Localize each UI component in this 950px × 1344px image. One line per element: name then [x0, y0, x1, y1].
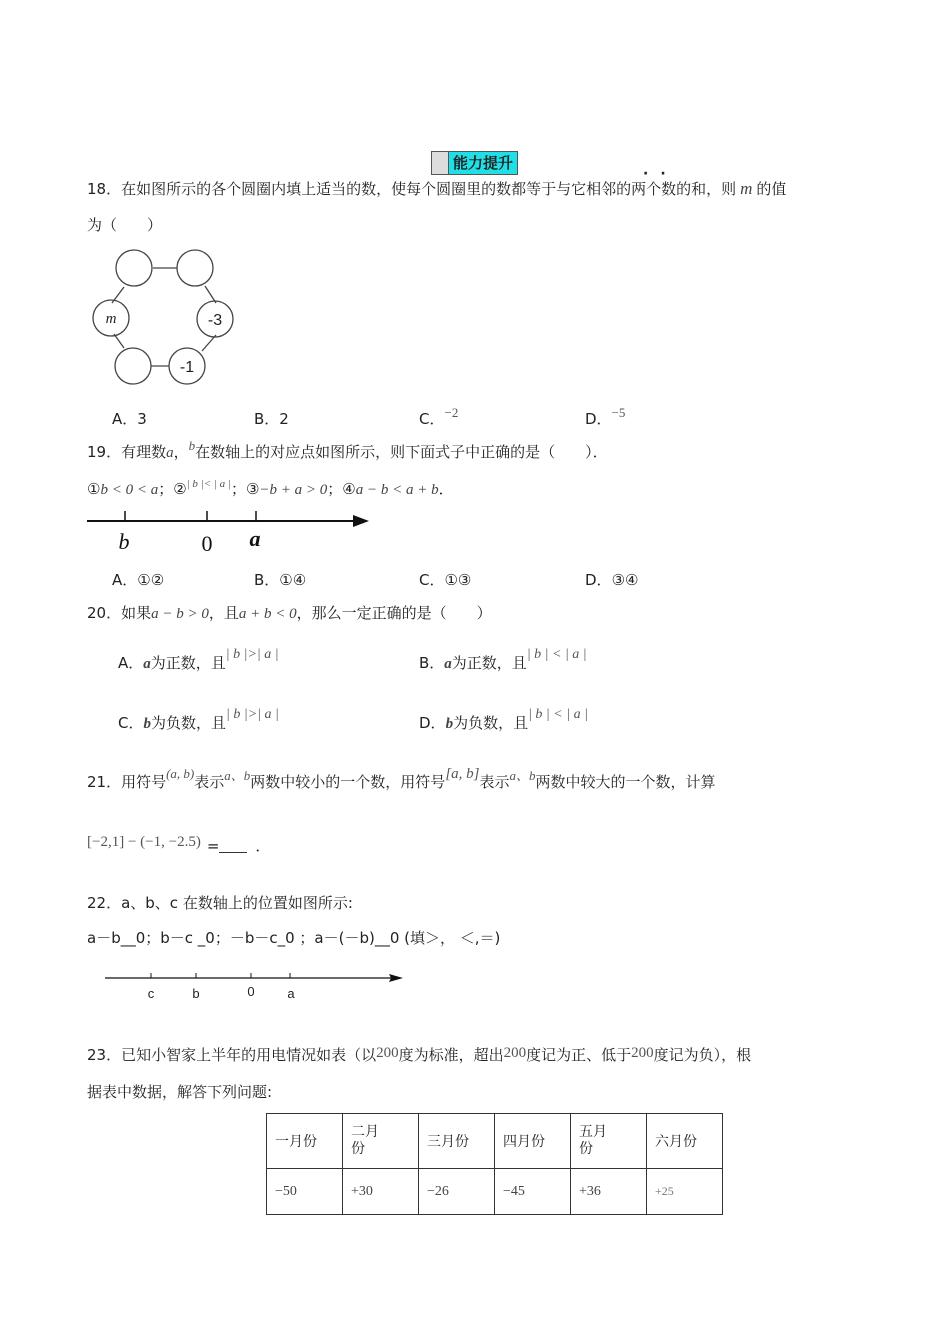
q19-number-line: [87, 505, 377, 560]
table-header-cell: 四月份: [495, 1114, 571, 1169]
q20-text: 20．如果a − b > 0，且a + b < 0，那么一定正确的是（ ）: [87, 604, 492, 622]
q19-option-a: A．①②: [112, 571, 165, 589]
q19-statement-1: b < 0 < a: [100, 482, 159, 498]
q18-text-post: 的值: [756, 180, 787, 198]
q19-option-c: C．①③: [419, 571, 472, 589]
q21-ab-1: a、b: [224, 768, 251, 783]
q18-line2: 为（ ）: [87, 216, 163, 234]
q21-expr: [−2,1] − (−1, −2.5): [87, 834, 201, 850]
q19-text: 19．有理数a，b在数轴上的对应点如图所示，则下面式子中正确的是（ ）．: [87, 438, 608, 461]
q19-statement-2: | b |< | a |: [186, 478, 231, 490]
table-header-cell: 六月份: [647, 1114, 723, 1169]
q22-axis-label-a: a: [287, 986, 295, 1001]
q19-statement-3: −b + a > 0: [259, 482, 328, 498]
q22-axis-label-c: c: [147, 986, 155, 1001]
q22-number-line: [105, 965, 410, 1005]
table-row: [267, 1169, 723, 1215]
q19-var-b: b: [188, 438, 196, 453]
q18-var-m: m: [740, 179, 753, 198]
q18-option-b: B．2: [254, 410, 289, 428]
section-title: 能力提升: [449, 152, 517, 174]
q18-text: [87, 178, 786, 199]
q22-blanks-line: a－b__0；b－c _0；－b－c_0 ；a－(－b)__0 (填＞， ＜,＝): [87, 929, 501, 947]
q20-condition-2: a + b < 0: [238, 606, 297, 622]
q19-option-b: B．①④: [254, 571, 307, 589]
q18-option-a: A．3: [112, 410, 147, 428]
q19-option-d: D．③④: [585, 571, 639, 589]
q19-axis-label-a: a: [249, 526, 261, 551]
table-header-cell: 一月份: [267, 1114, 343, 1169]
q18-text-mid: 的两个数的和，则: [616, 180, 737, 198]
q23-line2: 据表中数据，解答下列问题:: [87, 1083, 273, 1101]
q19-axis-label-0: 0: [201, 531, 213, 556]
q19-var-a: a: [166, 445, 174, 461]
table-header-cell: 三月份: [419, 1114, 495, 1169]
q23-text: 23．已知小智家上半年的用电情况如表（以200度为标准，超出200度记为正、低于200度记为负），根: [87, 1045, 752, 1064]
table-header-cell: 二月 份: [343, 1114, 419, 1169]
q18-circle-label-right: -3: [207, 312, 223, 329]
q22-title: 22．a、b、c 在数轴上的位置如图所示:: [87, 894, 353, 912]
table-header-cell: 五月 份: [571, 1114, 647, 1169]
q20-option-a: A．a为正数，且| b |>| a |: [118, 647, 279, 672]
q18-circle-bottom-left: [115, 348, 151, 384]
q18-text-emph: 相邻: [586, 180, 617, 198]
section-header-box: [432, 152, 449, 174]
table-cell: +36: [571, 1169, 647, 1215]
q19-axis-label-b: b: [118, 529, 130, 554]
q19-statements: ①b < 0 < a；②$^{| b |< | a |}$；③−b + a > 0；④a − b < a + b．: [87, 478, 454, 498]
table-cell: −26: [419, 1169, 495, 1215]
q21-ab-2: a、b: [509, 768, 536, 783]
table-cell: −45: [495, 1169, 571, 1215]
emphasis-dots: ··: [643, 166, 678, 182]
q18-circle-top-right: [177, 250, 213, 286]
q18-text-pre: 18．在如图所示的各个圆圈内填上适当的数，使每个圆圈里的数都等于与它: [87, 180, 587, 198]
q22-axis-label-b: b: [192, 986, 200, 1001]
section-header: [431, 151, 518, 175]
q19-axis-arrow: [353, 515, 369, 527]
table-header-row: [267, 1114, 723, 1169]
q18-option-c: C．−2: [419, 405, 459, 428]
q22-axis-label-0: 0: [247, 984, 255, 999]
q18-circle-diagram: [90, 245, 240, 390]
q21-symbol-min: (a, b): [166, 766, 195, 781]
q21-symbol-max: [a, b]: [445, 766, 480, 782]
table-cell: +25: [647, 1169, 723, 1215]
q20-option-b: B．a为正数，且| b | < | a |: [419, 647, 587, 672]
q18-option-d: D．−5: [585, 405, 626, 428]
q23-electricity-table: [266, 1113, 723, 1215]
table-cell: −50: [267, 1169, 343, 1215]
q21-expression: [−2,1] − (−1, −2.5) = ．: [87, 834, 271, 855]
q18-circle-label-bottom-right: -1: [179, 359, 195, 376]
q21-text: 21．用符号(a, b)表示a、b两数中较小的一个数，用符号[a, b]表示a、b两数中较大的一个数，计算: [87, 766, 716, 791]
table-cell: +30: [343, 1169, 419, 1215]
q22-axis-arrow: [389, 974, 403, 982]
q18-circle-top-left: [116, 250, 152, 286]
q20-condition-1: a − b > 0: [151, 606, 209, 622]
q20-option-c: C．b为负数，且| b |>| a |: [118, 707, 279, 732]
q18-circle-label-left: m: [105, 311, 117, 327]
q19-statement-4: a − b < a + b: [355, 482, 439, 498]
q18-edge: [114, 334, 124, 348]
q21-answer-blank: [219, 836, 247, 853]
q20-option-d: D．b为负数，且| b | < | a |: [419, 707, 588, 732]
